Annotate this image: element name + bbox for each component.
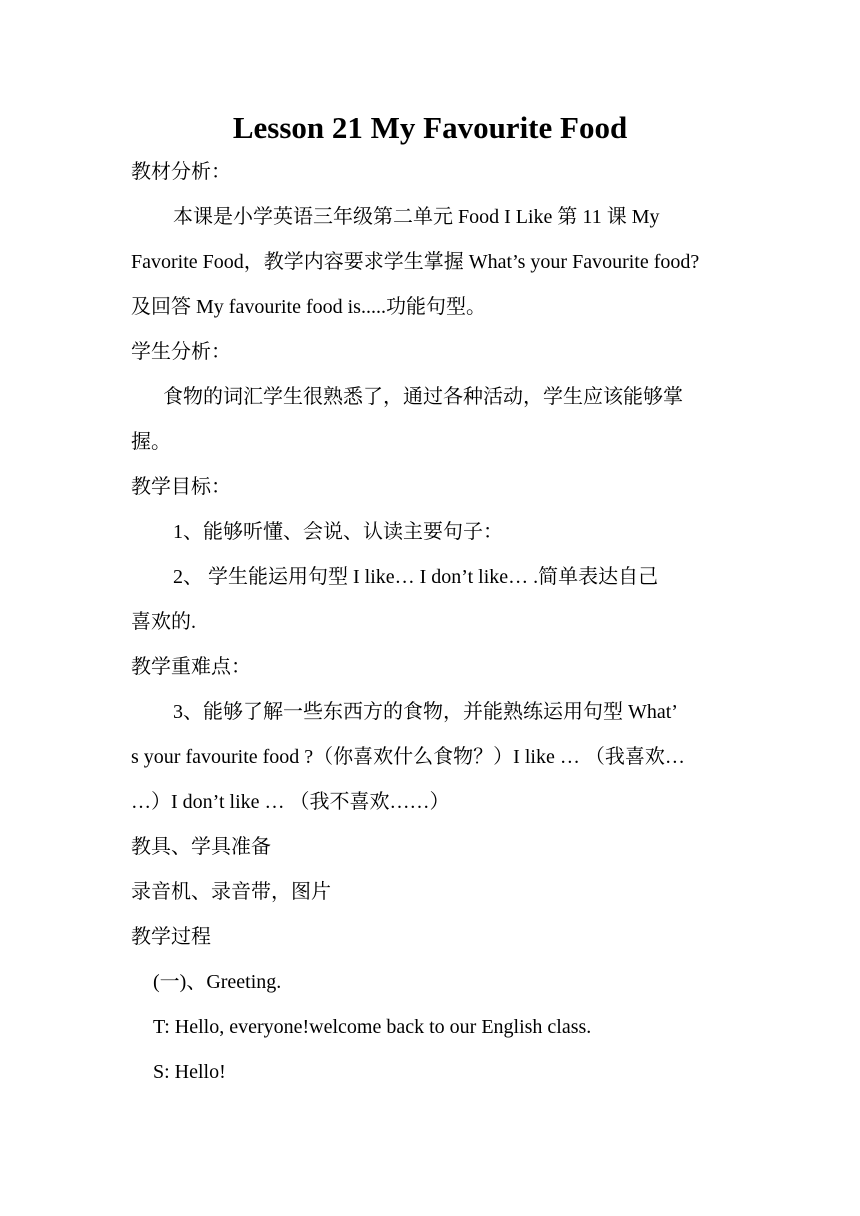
paragraph-line: s your favourite food ?（你喜欢什么食物？）I like … （我喜欢… bbox=[131, 746, 685, 768]
paragraph-line: 食物的词汇学生很熟悉了，通过各种活动，学生应该能够掌 bbox=[163, 386, 683, 408]
paragraph-line: 本课是小学英语三年级第二单元 Food I Like 第 11 课 My bbox=[173, 206, 660, 228]
section-heading-teaching-goals: 教学目标： bbox=[131, 476, 231, 498]
section-heading-teaching-aids: 教具、学具准备 bbox=[131, 836, 271, 858]
paragraph-line: …）I don’t like … （我不喜欢……） bbox=[131, 791, 450, 813]
list-item: 2、 学生能运用句型 I like… I don’t like… .简单表达自己 bbox=[173, 566, 659, 588]
paragraph-line: S: Hello! bbox=[153, 1061, 226, 1083]
section-heading-student-analysis: 学生分析： bbox=[131, 341, 231, 363]
paragraph-line: 喜欢的. bbox=[131, 611, 196, 633]
paragraph-line: 及回答 My favourite food is.....功能句型。 bbox=[131, 296, 486, 318]
paragraph-line: (一)、Greeting. bbox=[153, 971, 282, 993]
paragraph-line: 录音机、录音带，图片 bbox=[131, 881, 331, 903]
paragraph-line: Favorite Food，教学内容要求学生掌握 What’s your Favourite food? bbox=[131, 251, 700, 273]
section-heading-key-points: 教学重难点： bbox=[131, 656, 251, 678]
list-item: 1、能够听懂、会说、认读主要句子： bbox=[173, 521, 503, 543]
section-heading-textbook-analysis: 教材分析： bbox=[131, 161, 231, 183]
section-heading-teaching-process: 教学过程 bbox=[131, 926, 211, 948]
paragraph-line: 握。 bbox=[131, 431, 171, 453]
paragraph-line: T: Hello, everyone!welcome back to our English class. bbox=[153, 1016, 592, 1038]
list-item: 3、能够了解一些东西方的食物，并能熟练运用句型 What’ bbox=[173, 701, 678, 723]
document-title: Lesson 21 My Favourite Food bbox=[232, 110, 628, 145]
